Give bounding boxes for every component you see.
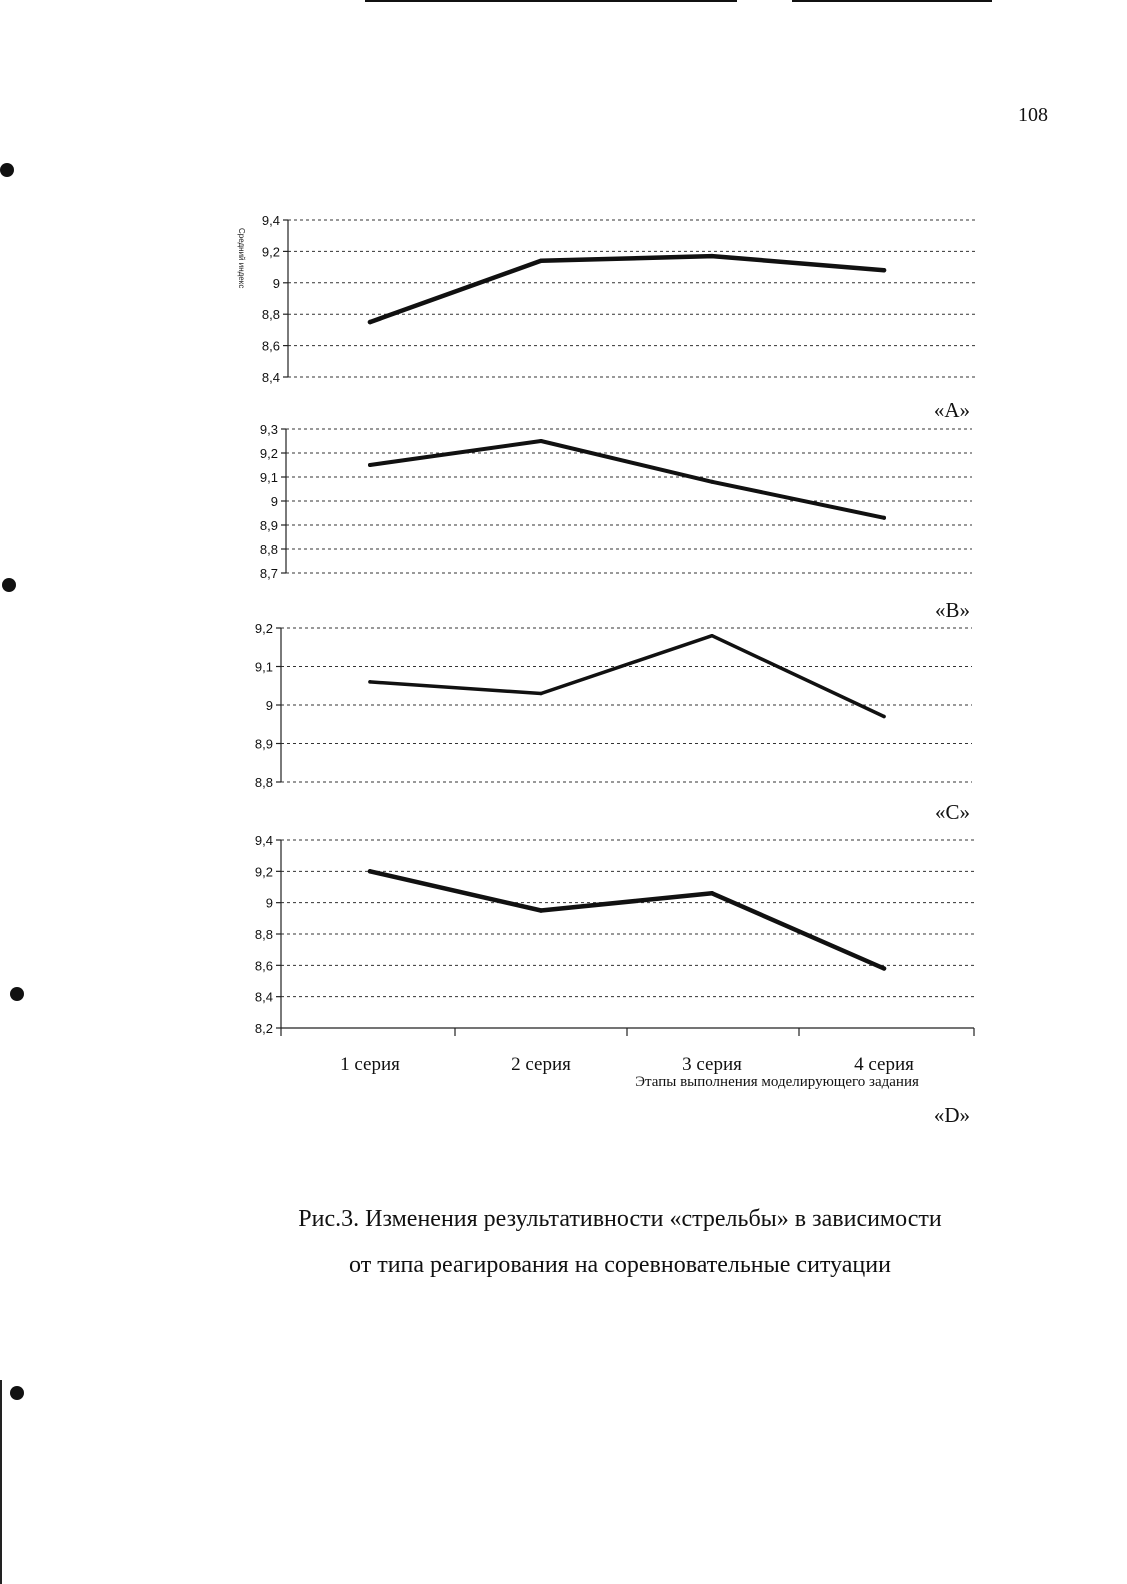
chart-panel-3 xyxy=(255,621,972,824)
y-tick-label: 8,9 xyxy=(259,518,278,533)
scan-top-rule xyxy=(365,0,737,2)
data-point xyxy=(882,268,887,273)
data-point xyxy=(882,516,886,520)
data-point xyxy=(368,869,373,874)
y-tick-label: 9,4 xyxy=(261,213,280,228)
y-tick-label: 8,8 xyxy=(261,307,280,323)
y-tick-label: 8,9 xyxy=(254,736,273,752)
data-point xyxy=(882,715,886,719)
caption-line-2: от типа реагирования на соревновательные ситуации xyxy=(349,1252,891,1278)
y-tick-label: 8,6 xyxy=(254,958,273,974)
panel-label: «B» xyxy=(934,598,970,622)
scan-hole-mark xyxy=(0,163,14,177)
x-axis-title: Этапы выполнения моделирующего задания xyxy=(635,1074,919,1090)
y-axis-label: Средний индекс xyxy=(237,228,246,289)
y-tick-label: 8,4 xyxy=(254,989,273,1005)
y-tick-label: 9,2 xyxy=(254,864,273,880)
y-tick-label: 9,2 xyxy=(261,244,280,260)
series-line xyxy=(370,871,884,968)
scan-left-edge xyxy=(0,1380,2,1584)
x-tick-label: 3 серия xyxy=(682,1054,742,1075)
y-tick-label: 8,7 xyxy=(259,566,278,581)
panel-label: «D» xyxy=(933,1103,970,1127)
data-point xyxy=(539,439,543,443)
data-point xyxy=(710,634,714,638)
data-point xyxy=(710,254,715,259)
y-tick-label: 9,3 xyxy=(259,422,278,437)
y-tick-label: 8,8 xyxy=(254,927,273,942)
series-line xyxy=(370,256,884,322)
y-tick-label: 8,8 xyxy=(254,775,273,790)
y-tick-label: 9 xyxy=(265,698,273,713)
y-tick-label: 8,2 xyxy=(254,1021,273,1036)
data-point xyxy=(368,320,373,325)
figure-caption xyxy=(180,1196,1060,1288)
data-point xyxy=(882,966,887,971)
y-tick-label: 9,4 xyxy=(254,833,273,848)
data-point xyxy=(368,680,372,684)
scan-hole-mark xyxy=(10,1386,24,1400)
y-tick-label: 8,6 xyxy=(261,338,280,354)
data-point xyxy=(710,891,715,896)
y-tick-label: 9,2 xyxy=(254,621,273,636)
y-tick-label: 9,1 xyxy=(259,470,278,485)
x-tick-label: 1 серия xyxy=(340,1054,400,1075)
panel-label: «C» xyxy=(934,800,970,824)
series-line xyxy=(370,441,884,518)
data-point xyxy=(710,480,714,484)
series-line xyxy=(370,636,884,717)
chart-panel-4 xyxy=(255,833,974,1127)
caption-line-1: Рис.3. Изменения результативности «стрельбы» в зависимости xyxy=(298,1206,942,1232)
chart-panel-2 xyxy=(260,422,972,622)
scan-top-rule xyxy=(792,0,992,2)
panel-label: «A» xyxy=(933,398,970,422)
scan-hole-mark xyxy=(2,578,16,592)
data-point xyxy=(539,692,543,696)
data-point xyxy=(368,463,372,467)
y-tick-label: 9,1 xyxy=(254,659,273,675)
y-tick-label: 9,2 xyxy=(259,446,278,461)
chart-panel-1 xyxy=(262,213,978,422)
y-tick-label: 8,8 xyxy=(259,542,278,557)
x-tick-label: 4 серия xyxy=(854,1054,914,1075)
page-number: 108 xyxy=(1018,104,1048,126)
data-point xyxy=(539,259,544,264)
data-point xyxy=(539,908,544,913)
x-tick-label: 2 серия xyxy=(511,1054,571,1075)
y-tick-label: 9 xyxy=(270,494,278,509)
y-tick-label: 8,4 xyxy=(261,370,280,385)
scan-hole-mark xyxy=(10,987,24,1001)
y-tick-label: 9 xyxy=(265,895,273,911)
y-tick-label: 9 xyxy=(272,275,280,291)
